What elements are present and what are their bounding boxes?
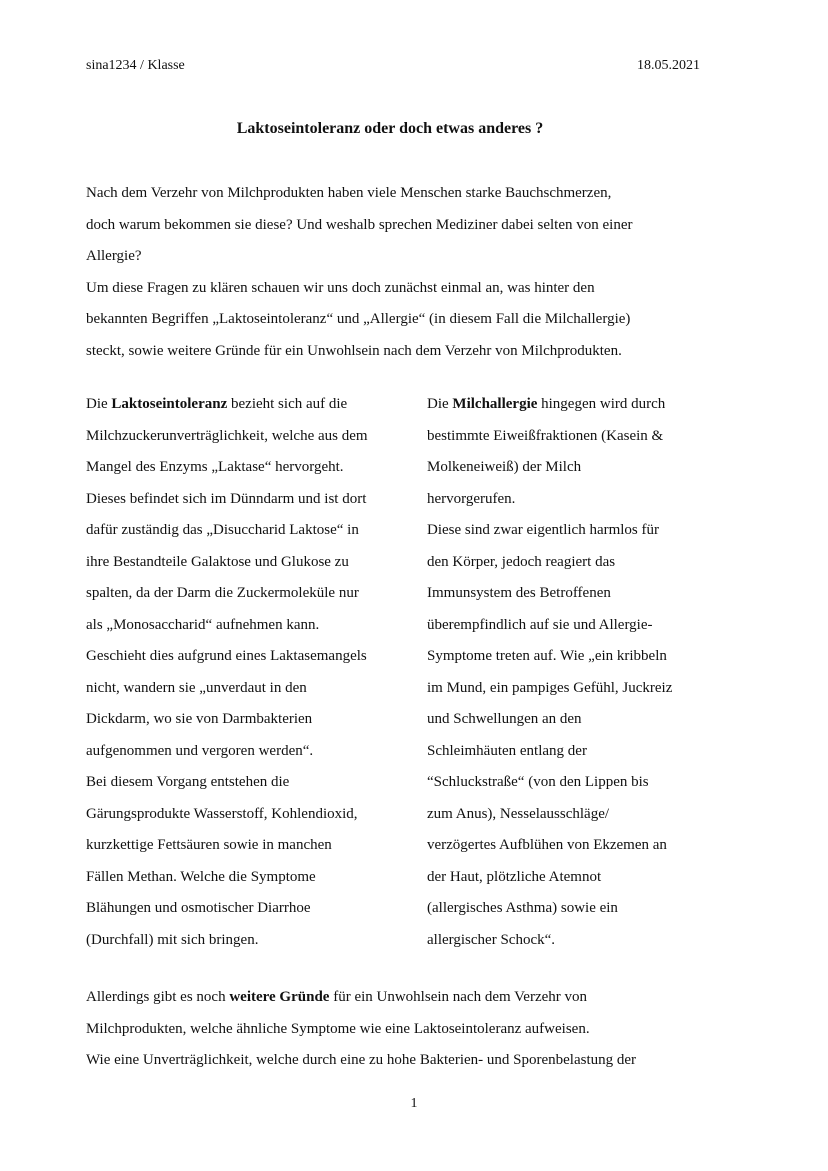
text-line: dafür zuständig das „Disuccharid Laktose“ in	[86, 522, 359, 538]
text-line: Wie eine Unverträglichkeit, welche durch eine zu hohe Bakterien- und Sporenbelastung der	[86, 1052, 637, 1068]
text-line: Nach dem Verzehr von Milchprodukten haben viele Menschen starke Bauchschmerzen,	[86, 185, 612, 201]
text-line: Fällen Methan. Welche die Symptome	[86, 868, 316, 885]
text-line: und Schwellungen an den	[427, 711, 582, 727]
text-line: nicht, wandern sie „unverdaut in den	[86, 679, 307, 696]
text-line: Molkeneiweiß) der Milch	[427, 459, 582, 475]
text-line: Die Milchallergie hingegen wird durch	[427, 396, 666, 412]
document-title: Laktoseintoleranz oder doch etwas anderes ?	[236, 120, 544, 137]
text-line: den Körper, jedoch reagiert das	[427, 553, 616, 570]
lactose-intolerance-column	[86, 389, 408, 956]
page-header	[86, 58, 700, 74]
text-line: bekannten Begriffen „Laktoseintoleranz“ und „Allergie“ (in diesem Fall die Milchallergie)	[86, 311, 631, 327]
page-number: 1	[410, 1096, 418, 1111]
intro-paragraph	[86, 178, 726, 367]
text-line: Milchzuckerunverträglichkeit, welche aus dem	[86, 427, 368, 444]
text-line: allergischer Schock“.	[427, 931, 556, 948]
text-line: kurzkettige Fettsäuren sowie in manchen	[86, 837, 332, 853]
term-laktoseintoleranz: Laktoseintoleranz	[111, 396, 228, 412]
text-line: spalten, da der Darm die Zuckermoleküle nur	[86, 585, 359, 601]
text-line: als „Monosaccharid“ aufnehmen kann.	[86, 616, 320, 633]
text-line: Um diese Fragen zu klären schauen wir uns doch zunächst einmal an, was hinter den	[86, 279, 595, 296]
text-line: überempfindlich auf sie und Allergie-	[427, 616, 653, 633]
header-date: 18.05.2021	[637, 58, 700, 73]
text-line: hervorgerufen.	[427, 490, 516, 507]
text-line: zum Anus), Nesselausschläge/	[427, 805, 610, 822]
text-line: Symptome treten auf. Wie „ein kribbeln	[427, 648, 667, 664]
text-line: Immunsystem des Betroffenen	[427, 585, 611, 601]
text-line: Blähungen und osmotischer Diarrhoe	[86, 900, 311, 916]
header-author: sina1234 / Klasse	[86, 58, 185, 73]
term-weitere-gruende: weitere Gründe	[229, 989, 330, 1005]
text-line: der Haut, plötzliche Atemnot	[427, 868, 602, 885]
text-line: Allergie?	[86, 248, 142, 264]
text-line: Allerdings gibt es noch weitere Gründe für ein Unwohlsein nach dem Verzehr von	[86, 989, 588, 1005]
text-line: Milchprodukten, welche ähnliche Symptome wie eine Laktoseintoleranz aufweisen.	[86, 1020, 590, 1037]
text-line: Dickdarm, wo sie von Darmbakterien	[86, 711, 313, 727]
text-line: Schleimhäuten entlang der	[427, 742, 587, 759]
text-line: aufgenommen und vergoren werden“.	[86, 742, 314, 759]
text-line: Diese sind zwar eigentlich harmlos für	[427, 522, 660, 538]
further-reasons-paragraph	[86, 982, 726, 1077]
term-milchallergie: Milchallergie	[452, 396, 538, 412]
text-line: doch warum bekommen sie diese? Und weshalb sprechen Mediziner dabei selten von einer	[86, 216, 633, 233]
text-line: Bei diesem Vorgang entstehen die	[86, 774, 290, 790]
text-line: Die Laktoseintoleranz bezieht sich auf die	[86, 396, 348, 412]
milk-allergy-column	[427, 389, 717, 956]
text-line: Mangel des Enzyms „Laktase“ hervorgeht.	[86, 459, 344, 475]
text-line: Dieses befindet sich im Dünndarm und ist dort	[86, 490, 367, 507]
text-line: im Mund, ein pampiges Gefühl, Juckreiz	[427, 679, 673, 696]
text-line: “Schluckstraße“ (von den Lippen bis	[427, 774, 649, 790]
text-line: (Durchfall) mit sich bringen.	[86, 931, 259, 948]
text-line: steckt, sowie weitere Gründe für ein Unwohlsein nach dem Verzehr von Milchprodukten.	[86, 342, 622, 359]
text-line: bestimmte Eiweißfraktionen (Kasein &	[427, 427, 664, 444]
text-line: Geschieht dies aufgrund eines Laktasemangels	[86, 648, 367, 664]
text-line: Gärungsprodukte Wasserstoff, Kohlendioxid,	[86, 805, 358, 822]
text-line: ihre Bestandteile Galaktose und Glukose zu	[86, 553, 349, 570]
text-line: verzögertes Aufblühen von Ekzemen an	[427, 837, 667, 853]
text-line: (allergisches Asthma) sowie ein	[427, 900, 618, 916]
